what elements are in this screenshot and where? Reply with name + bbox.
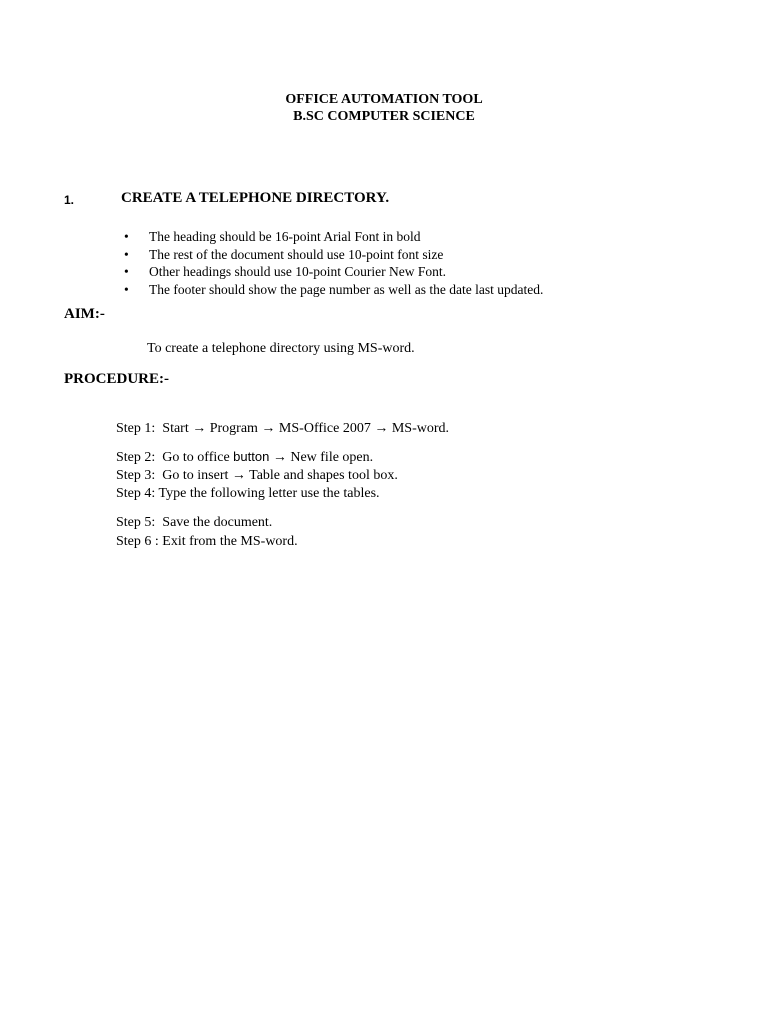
step-text-part: → New file open. xyxy=(269,450,374,465)
list-item xyxy=(124,263,543,281)
section-heading: CREATE A TELEPHONE DIRECTORY. xyxy=(121,190,390,206)
step-text: Save the document. xyxy=(162,515,273,530)
procedure-step xyxy=(116,534,298,550)
document-subtitle: B.SC COMPUTER SCIENCE xyxy=(293,109,475,124)
step-text: Go to insert → Table and shapes tool box. xyxy=(162,468,398,483)
step-label: Step 2: xyxy=(116,450,156,465)
procedure-step xyxy=(116,515,272,531)
list-item xyxy=(124,228,543,246)
step-text: Start → Program → MS-Office 2007 → MS-word. xyxy=(162,421,450,436)
section-number: 1. xyxy=(64,193,75,207)
procedure-step xyxy=(116,486,380,502)
bullet-icon: • xyxy=(124,281,129,297)
aim-text: To create a telephone directory using MS-word. xyxy=(147,341,415,356)
list-item-text: Other headings should use 10-point Courier New Font. xyxy=(149,264,446,279)
step-text xyxy=(162,450,373,465)
list-item-text: The footer should show the page number as well as the date last updated. xyxy=(149,281,544,297)
procedure-step xyxy=(116,449,373,466)
step-label: Step 3: xyxy=(116,468,156,483)
bullet-icon: • xyxy=(124,229,129,244)
list-item xyxy=(124,246,543,264)
list-item-text: The rest of the document should use 10-point font size xyxy=(149,246,444,262)
step-label: Step 6 : xyxy=(116,534,159,549)
document-title: OFFICE AUTOMATION TOOL xyxy=(285,92,483,107)
list-item-text: The heading should be 16-point Arial Font in bold xyxy=(149,229,421,244)
bullet-icon: • xyxy=(124,246,129,262)
step-text-part: button xyxy=(233,449,270,464)
procedure-step xyxy=(116,421,449,437)
requirements-list xyxy=(124,228,543,298)
bullet-icon: • xyxy=(124,264,129,279)
aim-heading: AIM:- xyxy=(64,306,105,322)
step-label: Step 4: xyxy=(116,486,156,501)
step-text: Type the following letter use the tables. xyxy=(158,486,380,501)
procedure-step xyxy=(116,468,398,484)
procedure-heading: PROCEDURE:- xyxy=(64,371,169,387)
step-text: Exit from the MS-word. xyxy=(162,534,298,549)
step-label: Step 5: xyxy=(116,515,156,530)
step-text-part: Go to office xyxy=(162,450,234,465)
step-label: Step 1: xyxy=(116,421,156,436)
list-item xyxy=(124,281,543,299)
